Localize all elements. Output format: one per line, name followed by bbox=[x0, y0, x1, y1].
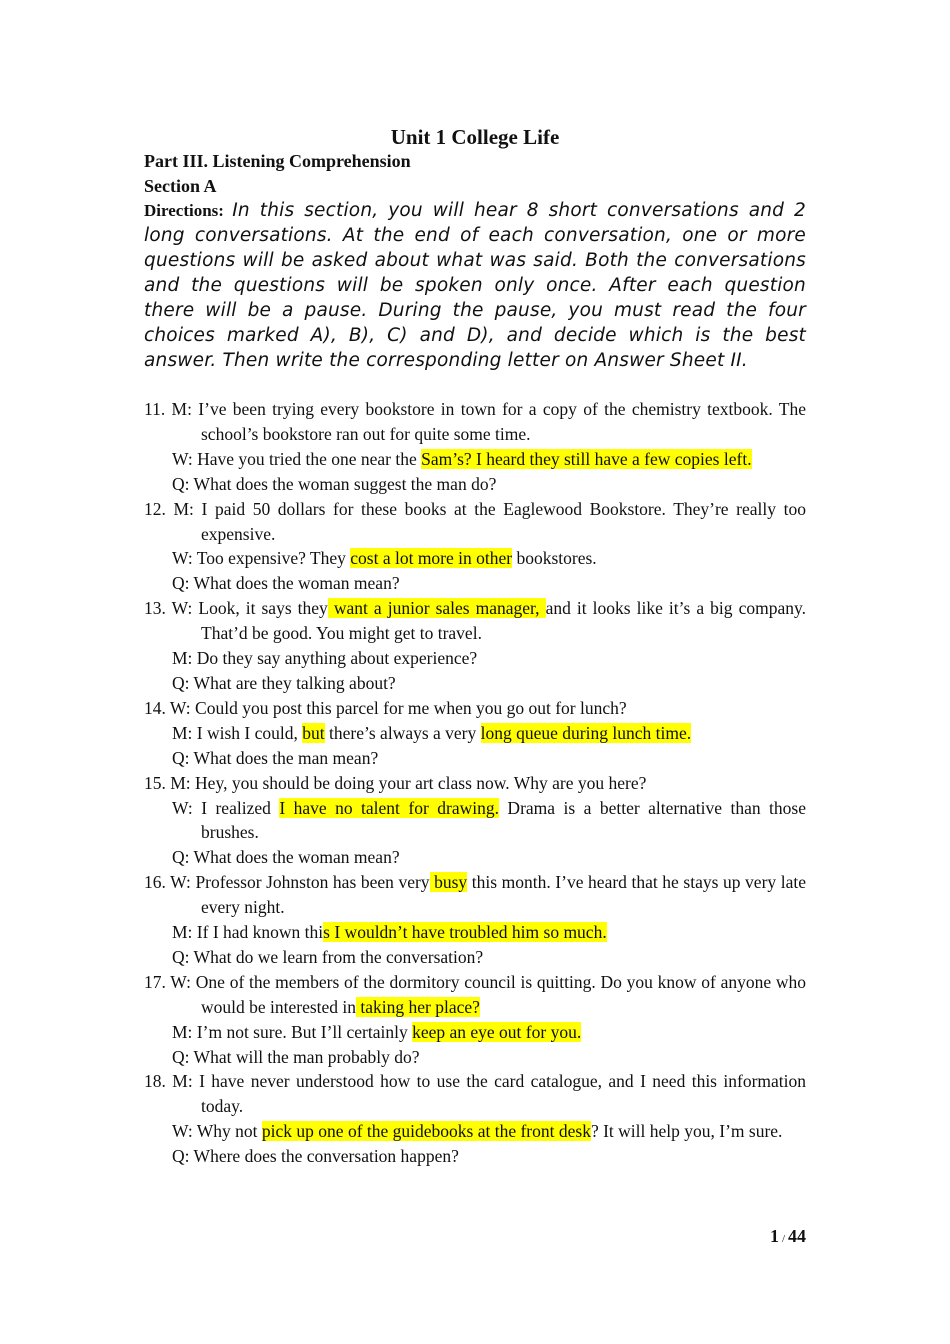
highlighted-text: but bbox=[302, 722, 325, 743]
page-title: Unit 1 College Life bbox=[390, 125, 560, 149]
line-text: and it looks like it’s a big company. That’d be good. You might get to travel. bbox=[201, 598, 806, 644]
line-text: ? It will help you, I’m sure. bbox=[590, 1121, 783, 1142]
line-text: there’s always a very bbox=[324, 722, 481, 743]
line-text: 13. W: Look, it says they bbox=[144, 598, 328, 619]
conversation-opening-line bbox=[144, 1069, 806, 1119]
conversation-line bbox=[144, 945, 806, 970]
line-text: Q: Where does the conversation happen? bbox=[172, 1146, 459, 1167]
conversation-line bbox=[144, 571, 806, 596]
line-text: 15. M: Hey, you should be doing your art class now. Why are you here? bbox=[144, 772, 647, 793]
conversation-line bbox=[144, 1144, 806, 1169]
directions-text: In this section, you will hear 8 short conversations and 2 long conversations. At the end of each conversation, one or more questions will be asked about what was said. Both the conversations and the questions will be spoken only once. After each question there will be a pause. During the pause, you must read the four choices marked A), B), C) and D), and decide which is the best answer. Then write the corresponding letter on Answer Sheet II. bbox=[144, 200, 806, 371]
line-text: 11. M: I’ve been trying every bookstore in town for a copy of the chemistry textbook. The school’s bookstore ran out for quite some time. bbox=[144, 399, 806, 444]
conversation-line bbox=[144, 920, 806, 945]
line-text: M: I wish I could, bbox=[172, 722, 303, 743]
conversation-opening-line bbox=[144, 397, 806, 447]
conversation-item bbox=[144, 397, 806, 497]
conversation-opening-line bbox=[144, 497, 806, 547]
conversation-line bbox=[144, 546, 806, 571]
line-text: Drama is a better alternative than those brushes. bbox=[201, 797, 806, 843]
line-text: 18. M: I have never understood how to use the card catalogue, and I need this information today. bbox=[144, 1071, 806, 1117]
conversation-list bbox=[144, 397, 806, 1169]
line-text: 14. W: Could you post this parcel for me when you go out for lunch? bbox=[144, 697, 627, 718]
conversation-opening-line bbox=[144, 596, 806, 646]
directions-paragraph bbox=[144, 198, 806, 373]
conversation-line bbox=[144, 447, 806, 472]
conversation-opening-line bbox=[144, 870, 806, 920]
directions-label: Directions: bbox=[144, 201, 224, 220]
conversation-item bbox=[144, 696, 806, 771]
conversation-item bbox=[144, 596, 806, 696]
highlighted-text: keep an eye out for you. bbox=[412, 1021, 582, 1042]
highlighted-text: want a junior sales manager, bbox=[327, 598, 546, 619]
conversation-line bbox=[144, 1045, 806, 1070]
line-text: M: Do they say anything about experience? bbox=[172, 648, 478, 669]
highlighted-text: pick up one of the guidebooks at the front desk bbox=[261, 1121, 591, 1142]
conversation-line bbox=[144, 845, 806, 870]
highlighted-text: busy bbox=[429, 872, 468, 893]
conversation-item bbox=[144, 970, 806, 1070]
page-number bbox=[144, 1226, 806, 1247]
page-separator: / bbox=[781, 1233, 785, 1245]
line-text: W: I realized bbox=[172, 797, 280, 818]
conversation-line bbox=[144, 796, 806, 846]
line-text: 12. M: I paid 50 dollars for these books at the Eaglewood Bookstore. They’re really too expensive. bbox=[144, 498, 806, 544]
conversation-opening-line bbox=[144, 771, 806, 796]
part-heading: Part III. Listening Comprehension bbox=[144, 151, 411, 171]
conversation-opening-line bbox=[144, 970, 806, 1020]
conversation-item bbox=[144, 870, 806, 970]
line-text: W: Too expensive? They bbox=[172, 548, 351, 569]
highlighted-text: Sam’s? I heard they still have a few copies left. bbox=[421, 448, 752, 469]
line-text: W: Why not bbox=[172, 1121, 262, 1142]
conversation-item bbox=[144, 497, 806, 597]
line-text: 16. W: Professor Johnston has been very bbox=[144, 872, 430, 893]
line-text: M: I’m not sure. But I’ll certainly bbox=[172, 1021, 413, 1042]
page-current: 1 bbox=[769, 1226, 779, 1246]
conversation-line bbox=[144, 1020, 806, 1045]
line-text: W: Have you tried the one near the bbox=[172, 448, 422, 469]
conversation-item bbox=[144, 771, 806, 871]
conversation-line bbox=[144, 746, 806, 771]
highlighted-text: long queue during lunch time. bbox=[480, 722, 692, 743]
line-text: Q: What does the woman mean? bbox=[172, 573, 400, 594]
conversation-opening-line bbox=[144, 696, 806, 721]
highlighted-text: s I wouldn’t have troubled him so much. bbox=[323, 922, 607, 943]
line-text: M: If I had known thi bbox=[172, 922, 324, 943]
line-text: Q: What does the woman suggest the man do? bbox=[172, 473, 497, 494]
section-heading: Section A bbox=[144, 176, 217, 196]
highlighted-text: I have no talent for drawing. bbox=[279, 797, 499, 818]
line-text: this month. I’ve heard that he stays up very late every night. bbox=[201, 872, 806, 918]
conversation-line bbox=[144, 646, 806, 671]
line-text: Q: What are they talking about? bbox=[172, 672, 396, 693]
line-text: Q: What does the man mean? bbox=[172, 747, 379, 768]
line-text: Q: What do we learn from the conversation? bbox=[172, 946, 484, 967]
line-text: 17. W: One of the members of the dormitory council is quitting. Do you know of anyone who would be interested in bbox=[144, 971, 806, 1017]
conversation-line bbox=[144, 721, 806, 746]
conversation-line bbox=[144, 1119, 806, 1144]
line-text: Q: What does the woman mean? bbox=[172, 847, 400, 868]
line-text: bookstores. bbox=[512, 548, 597, 569]
conversation-line bbox=[144, 671, 806, 696]
conversation-item bbox=[144, 1069, 806, 1169]
highlighted-text: cost a lot more in other bbox=[350, 548, 513, 569]
conversation-line bbox=[144, 472, 806, 497]
line-text: Q: What will the man probably do? bbox=[172, 1046, 420, 1067]
highlighted-text: taking her place? bbox=[356, 996, 480, 1017]
page-total: 44 bbox=[788, 1226, 806, 1246]
